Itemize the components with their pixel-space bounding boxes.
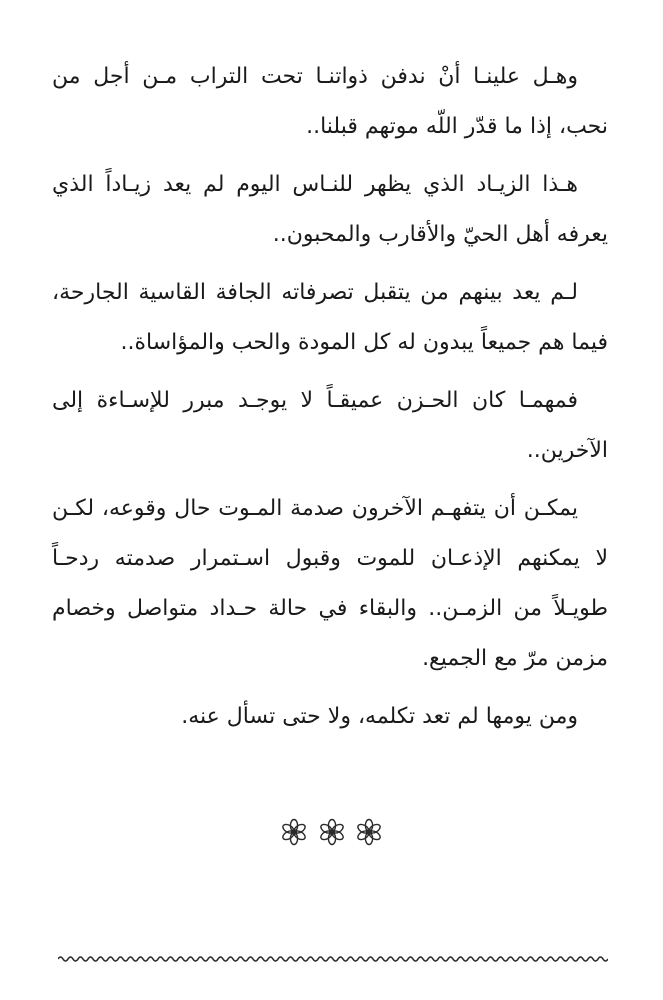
flower-icon <box>355 818 383 846</box>
paragraph-6: ومن يومها لم تعد تكلمه، ولا حتى تسأل عنه. <box>181 704 578 729</box>
flower-icon <box>280 818 308 846</box>
paragraph-3: لـم يعد بينهم من يتقبل تصرفاته الجافة القاسية الجارحة، فيما هم جميعاً يبدون له كل المودة والحب والمؤاساة.. <box>52 280 608 355</box>
paragraph-5: يمكـن أن يتفهـم الآخرون صدمة المـوت حال وقوعه، لكـن لا يمكنهم الإذعـان للموت وقبول اسـتمرار صدمته ردحـاً طويـلاً من الزمـن.. والبقاء في حالة حـداد متواصل وخصام مزمن مرّ مع الجميع. <box>52 496 608 671</box>
paragraph-4: فمهمـا كان الحـزن عميقـاً لا يوجـد مبرر للإسـاءة إلى الآخرين.. <box>52 388 608 463</box>
section-ornament <box>0 818 663 850</box>
paragraph-2: هـذا الزيـاد الذي يظهر للنـاس اليوم لم يعد زيـاداً الذي يعرفه أهل الحيّ والأقارب والمحبون.. <box>52 172 608 247</box>
body-text <box>52 52 608 750</box>
flower-icon <box>318 818 346 846</box>
footer-wavy-rule <box>58 952 608 966</box>
paragraph-1: وهـل علينـا أنْ ندفن ذواتنـا تحت التراب مـن أجل من نحب، إذا ما قدّر اللّه موتهم قبلنا.. <box>52 64 608 139</box>
